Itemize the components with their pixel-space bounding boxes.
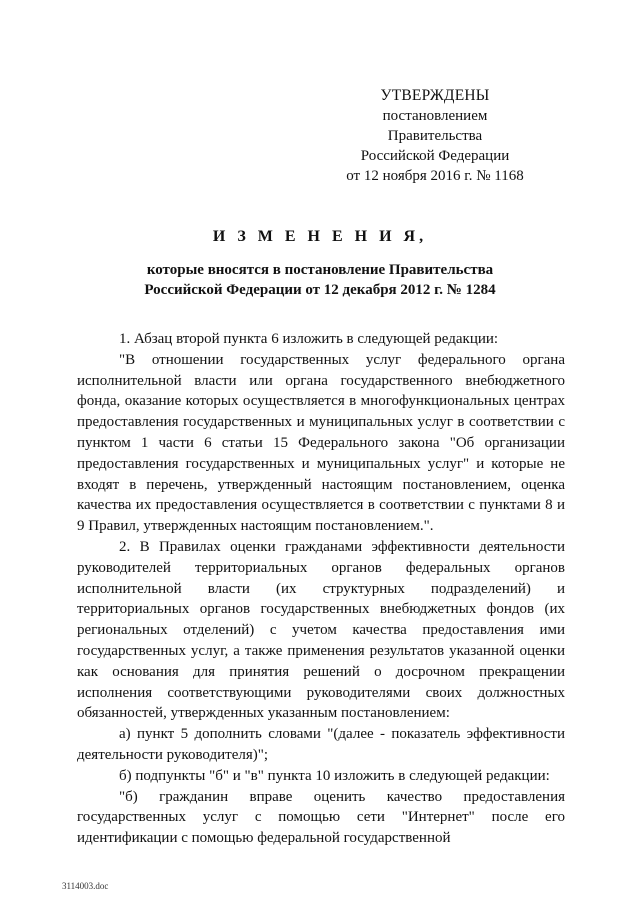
paragraph-6: "б) гражданин вправе оценить качество предоставления государственных услуг с помощью сети "Интернет" после его идентификации с помощью федеральной государственной xyxy=(77,788,565,847)
approval-line-1: постановлением Правительства xyxy=(382,108,488,144)
approval-line-3: от 12 ноября 2016 г. № 1168 xyxy=(346,168,524,184)
file-name-footer: 3114003.doc xyxy=(62,881,109,891)
approval-block xyxy=(340,86,530,186)
document-body xyxy=(77,329,565,849)
document-heading: И З М Е Н Е Н И Я, xyxy=(212,228,428,245)
paragraph-5: б) подпункты "б" и "в" пункта 10 изложить в следующей редакции: xyxy=(119,767,550,784)
subheading-line-2: Российской Федерации от 12 декабря 2012 г. № 1284 xyxy=(144,282,496,298)
document-subheading xyxy=(120,260,520,300)
paragraph-1: 1. Абзац второй пункта 6 изложить в следующей редакции: xyxy=(119,331,499,347)
paragraph-2: "В отношении государственных услуг федерального органа исполнительной власти или органа государственного внебюджетного фонда, оказание которых осуществляется в многофункциональных центрах предоставления государственных и муниципальных услуг в соответствии с пунктом 1 части 6 статьи 15 Федерального закона "Об организации предоставления государственных и муниципальных услуг" и которые не входят в перечень, утвержденный настоящим постановлением, оценка качества их предоставления осуществляется в соответствии с пунктами 8 и 9 Правил, утвержденных настоящим постановлением.". xyxy=(77,351,565,535)
paragraph-4: а) пункт 5 дополнить словами "(далее - показатель эффективности деятельности руководителя)"; xyxy=(77,726,565,763)
approval-title: УТВЕРЖДЕНЫ xyxy=(380,87,490,104)
paragraph-3: 2. В Правилах оценки гражданами эффективности деятельности руководителей территориальных органов федеральных органов исполнительной власти (их структурных подразделений) и территориальных органов государственных внебюджетных фондов (их региональных отделений) с учетом качества предоставления ими государственных услуг, а также применения результатов указанной оценки как основания для принятия решений о досрочном прекращении исполнения соответствующими руководителями своих должностных обязанностей, утвержденных указанным постановлением: xyxy=(77,538,565,722)
subheading-line-1: которые вносятся в постановление Правительства xyxy=(146,262,494,278)
approval-line-2: Российской Федерации xyxy=(360,148,510,164)
